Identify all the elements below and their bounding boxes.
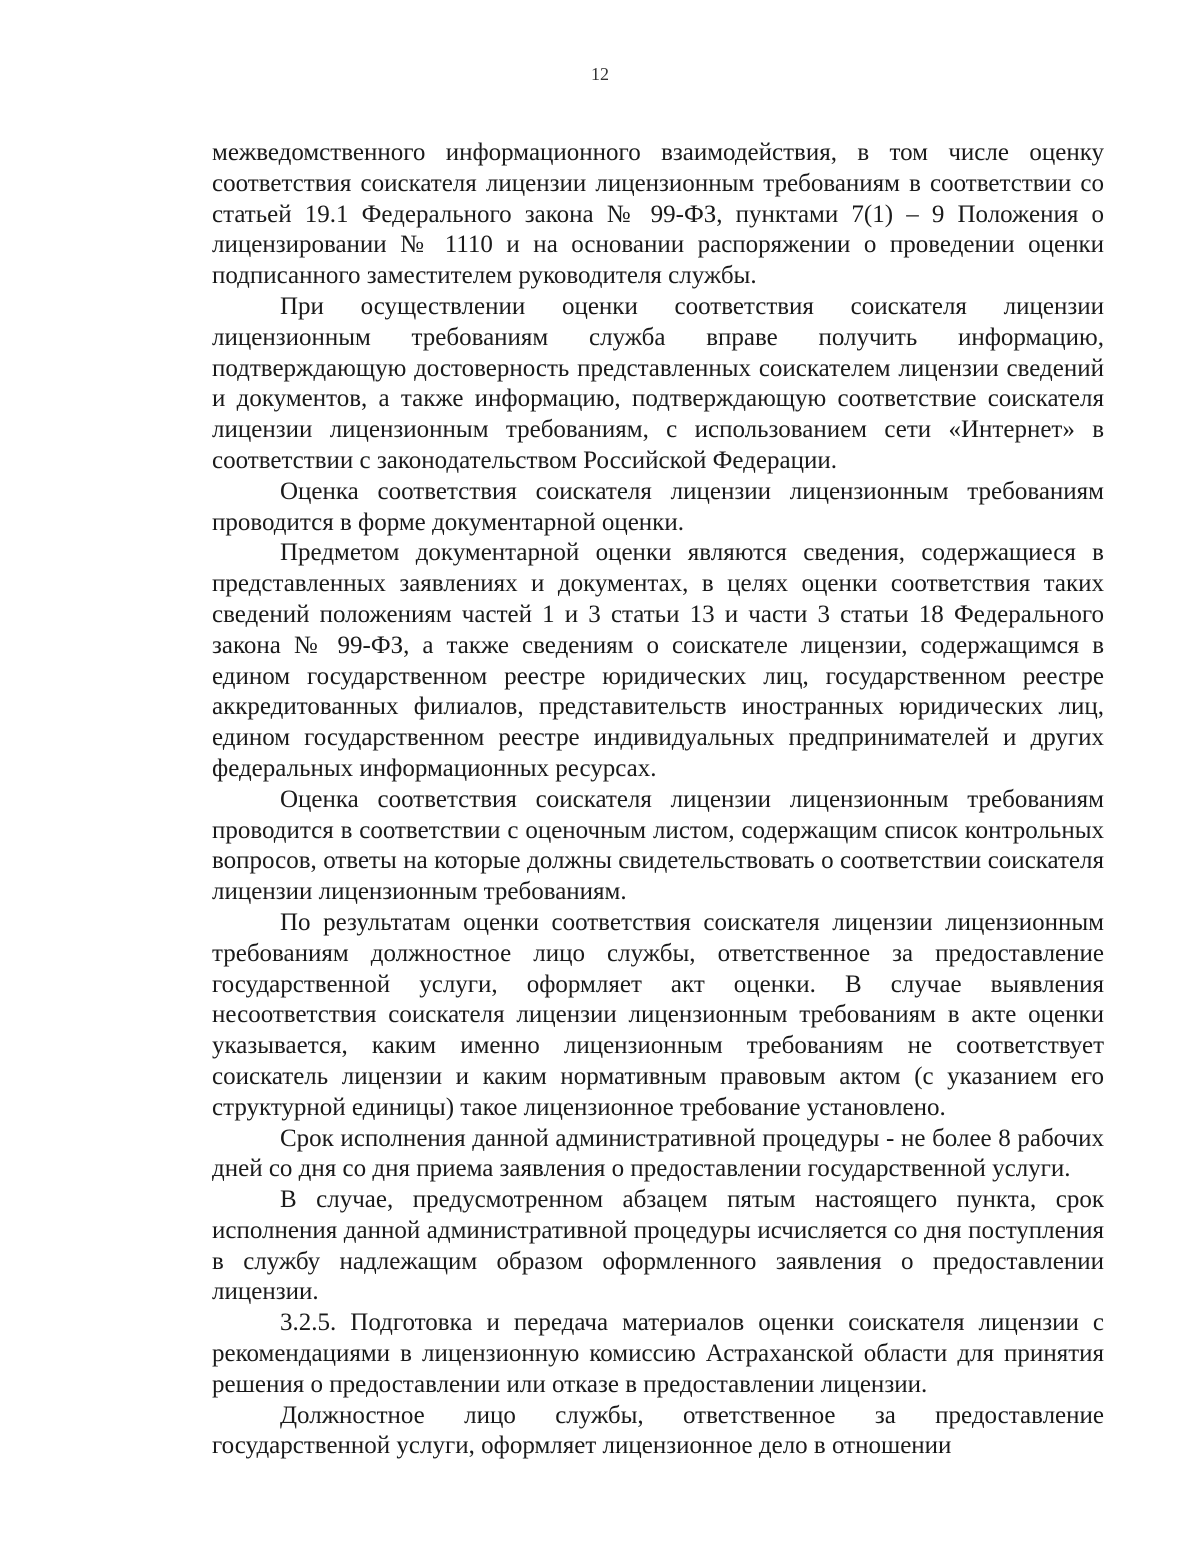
paragraph-assessment-form: Оценка соответствия соискателя лицензии лицензионным требованиям проводится в форме документарной оценки.: [212, 477, 1104, 536]
paragraph-continuation: межведомственного информационного взаимодействия, в том числе оценку соответствия соискателя лицензии лицензионным требованиям в соответствии со статьей 19.1 Федерального закона № 99-ФЗ, пунктами 7(1) – 9 Положения о лицензировании № 1110 и на основании распоряжении о проведении оценки подписанного заместителем руководителя службы.: [212, 139, 1104, 290]
paragraph-license-file: Должностное лицо службы, ответственное за предоставление государственной услуги, оформляет лицензионное дело в отношении: [212, 1401, 1104, 1460]
paragraph-verification-rights: При осуществлении оценки соответствия соискателя лицензии лицензионным требованиям служба вправе получить информацию, подтверждающую достоверность представленных соискателем лицензии сведений и документов, а также информацию, подтверждающую соответствие соискателя лицензии лицензионным требованиям, с использованием сети «Интернет» в соответствии с законодательством Российской Федерации.: [212, 292, 1104, 474]
paragraph-checklist: Оценка соответствия соискателя лицензии лицензионным требованиям проводится в соответствии с оценочным листом, содержащим список контрольных вопросов, ответы на которые должны свидетельствовать о соответствии соискателя лицензии лицензионным требованиям.: [212, 785, 1104, 906]
paragraph-assessment-act: По результатам оценки соответствия соискателя лицензии лицензионным требованиям должностное лицо службы, ответственное за предоставление государственной услуги, оформляет акт оценки. В случае выявления несоответствия соискателя лицензии лицензионным требованиям в акте оценки указывается, каким именно лицензионным требованиям не соответствует соискатель лицензии и каким нормативным правовым актом (с указанием его структурной единицы) такое лицензионное требование установлено.: [212, 908, 1104, 1121]
paragraph-section-3-2-5: 3.2.5. Подготовка и передача материалов оценки соискателя лицензии с рекомендациями в лицензионную комиссию Астраханской области для принятия решения о предоставлении или отказе в предоставлении лицензии.: [212, 1309, 1104, 1398]
paragraph-assessment-subject: Предметом документарной оценки являются сведения, содержащиеся в представленных заявлениях и документах, в целях оценки соответствия таких сведений положениям частей 1 и 3 статьи 13 и части 3 статьи 18 Федерального закона № 99-ФЗ, а также сведениям о соискателе лицензии, содержащимся в едином государственном реестре юридических лиц, государственном реестре аккредитованных филиалов, представительств иностранных юридических лиц, едином государственном реестре индивидуальных предпринимателей и других федеральных информационных ресурсах.: [212, 539, 1104, 782]
document-body: [212, 138, 1104, 1462]
page-number: 12: [591, 64, 609, 84]
paragraph-deadline: Срок исполнения данной административной процедуры - не более 8 рабочих дней со дня со дня приема заявления о предоставлении государственной услуги.: [212, 1124, 1104, 1183]
paragraph-special-case: В случае, предусмотренном абзацем пятым настоящего пункта, срок исполнения данной административной процедуры исчисляется со дня поступления в службу надлежащим образом оформленного заявления о предоставлении лицензии.: [212, 1186, 1104, 1306]
